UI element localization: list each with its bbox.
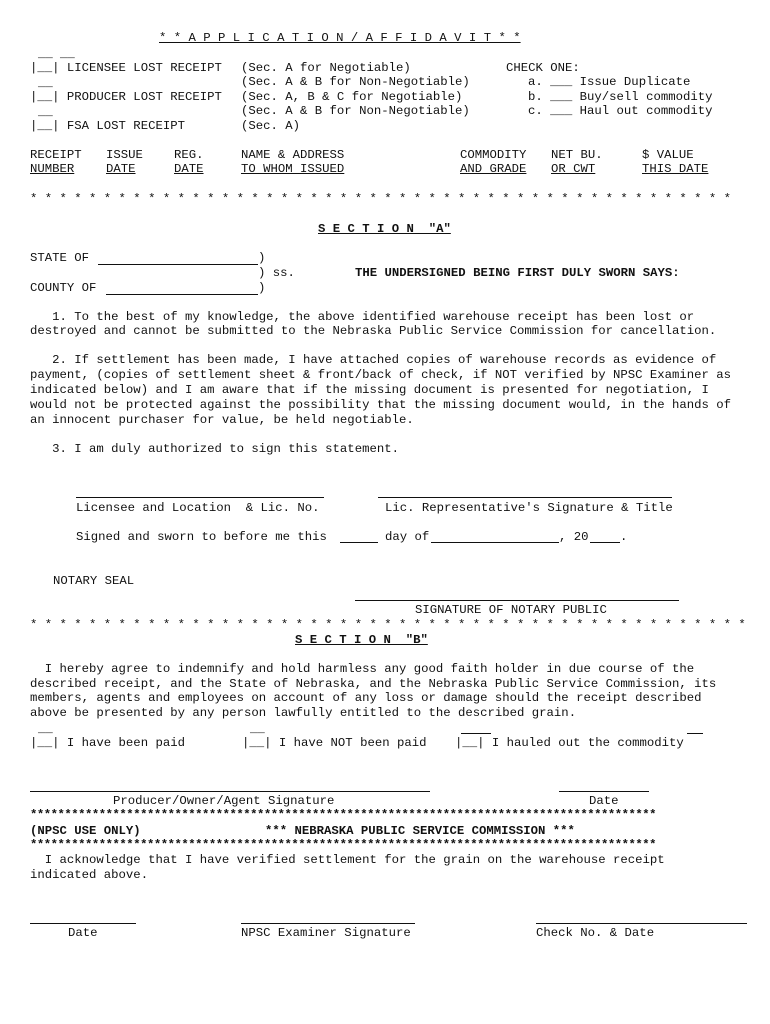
section-a-heading: S E C T I O N "A" <box>318 222 451 236</box>
notary-seal-label: NOTARY SEAL <box>53 574 135 588</box>
check-one-label: CHECK ONE: <box>506 61 580 75</box>
licensee-label: Licensee and Location & Lic. No. <box>76 501 320 515</box>
reg-header-2: DATE <box>174 162 204 176</box>
rep-label: Lic. Representative's Signature & Title <box>385 501 673 515</box>
commodity-header-2: AND GRADE <box>460 162 527 176</box>
netbu-header: NET BU. <box>551 148 603 162</box>
sec-ab-nonnegotiable-note-2: (Sec. A & B for Non-Negotiable) <box>241 104 470 118</box>
section-b-para-line: described receipt, and the State of Nebraska, and the Nebraska Public Service Commission, its <box>30 677 717 691</box>
section-b-para-line: I hereby agree to indemnify and hold harmless any good faith holder in due course of the <box>30 662 695 676</box>
sworn-before-text: Signed and sworn to before me this <box>76 530 327 544</box>
check-buy-sell[interactable]: b. ___ Buy/sell commodity <box>528 90 713 104</box>
netbu-header-2: OR CWT <box>551 162 596 176</box>
month-field[interactable] <box>431 542 559 543</box>
county-of-field[interactable] <box>106 294 258 295</box>
receipt-header-2: NUMBER <box>30 162 75 176</box>
state-of-label: STATE OF <box>30 251 90 265</box>
paren: ) <box>258 251 266 265</box>
name-header: NAME & ADDRESS <box>241 148 345 162</box>
section-b-heading: S E C T I O N "B" <box>295 633 428 647</box>
checkbox-top: __ <box>38 105 53 119</box>
sec-a-note: (Sec. A) <box>241 119 301 133</box>
check-no-label: Check No. & Date <box>536 926 655 940</box>
page-title: * * A P P L I C A T I O N / A F F I D A V I T * * <box>159 31 521 45</box>
checkbox-top: __ <box>38 76 53 90</box>
para-2-line: would not be protected against the possibility that the missing document would, in the hands of <box>30 398 732 412</box>
checkbox-top-line <box>461 733 491 734</box>
para-2-line: an innocent purchaser for value, be held negotiable. <box>30 413 414 427</box>
producer-date-line[interactable] <box>559 791 649 792</box>
rep-signature-line[interactable] <box>378 497 672 498</box>
npsc-commission-title: *** NEBRASKA PUBLIC SERVICE COMMISSION *** <box>265 824 575 838</box>
para-2-line: payment, (copies of settlement sheet & front/back of check, if NOT verified by NPSC Examiner as <box>30 368 732 382</box>
check-issue-duplicate[interactable]: a. ___ Issue Duplicate <box>528 75 691 89</box>
producer-date-label: Date <box>589 794 619 808</box>
para-1-line: destroyed and cannot be submitted to the Nebraska Public Service Commission for cancellation. <box>30 324 717 338</box>
hauled-out-option[interactable]: |__| I hauled out the commodity <box>455 736 684 750</box>
issue-header-2: DATE <box>106 162 136 176</box>
period: . <box>620 530 628 544</box>
npsc-date-line[interactable] <box>30 923 136 924</box>
value-header: $ VALUE <box>642 148 694 162</box>
asterisk-divider: ******************************************************************************************* <box>30 838 657 852</box>
checkbox-top: __ <box>38 47 53 61</box>
acknowledge-line: I acknowledge that I have verified settlement for the grain on the warehouse receipt <box>30 853 665 867</box>
commodity-header: COMMODITY <box>460 148 527 162</box>
checkbox-top: __ <box>60 47 75 61</box>
star-divider: * * * * * * * * * * * * * * * * * * * * * * * * * * * * * * * * * * * * * * * * * * * * * * * * <box>30 192 732 206</box>
year-field[interactable] <box>590 542 620 543</box>
producer-signature-label: Producer/Owner/Agent Signature <box>113 794 335 808</box>
examiner-signature-line[interactable] <box>241 923 415 924</box>
checkbox-top: __ <box>38 722 53 736</box>
acknowledge-line: indicated above. <box>30 868 149 882</box>
reg-header: REG. <box>174 148 204 162</box>
section-b-para-line: members, agents and employees on account of any loss or damage should the receipt described <box>30 691 702 705</box>
para-2-line: indicated below) and I am aware that if the missing document is presented for negotiation, I <box>30 383 709 397</box>
paid-option[interactable]: |__| I have been paid <box>30 736 185 750</box>
paren: ) <box>258 281 266 295</box>
check-no-line[interactable] <box>536 923 747 924</box>
producer-lost-receipt-option[interactable]: |__| PRODUCER LOST RECEIPT <box>30 90 222 104</box>
day-field[interactable] <box>340 542 378 543</box>
para-2-line: 2. If settlement has been made, I have attached copies of warehouse records as evidence of <box>30 353 717 367</box>
sworn-says: THE UNDERSIGNED BEING FIRST DULY SWORN SAYS: <box>355 266 680 280</box>
licensee-signature-line[interactable] <box>76 497 324 498</box>
notary-signature-label: SIGNATURE OF NOTARY PUBLIC <box>415 603 607 617</box>
ss-label: ) ss. <box>258 266 295 280</box>
name-header-2: TO WHOM ISSUED <box>241 162 345 176</box>
year-prefix: , 20 <box>559 530 589 544</box>
section-b-para-line: above be presented by any person lawfully entitled to the described grain. <box>30 706 577 720</box>
asterisk-divider: ******************************************************************************************* <box>30 808 657 822</box>
state-of-field[interactable] <box>98 264 258 265</box>
checkbox-top: __ <box>250 722 265 736</box>
issue-header: ISSUE <box>106 148 143 162</box>
notary-signature-line[interactable] <box>355 600 679 601</box>
producer-signature-line[interactable] <box>30 791 430 792</box>
check-haul-out[interactable]: c. ___ Haul out commodity <box>528 104 713 118</box>
receipt-header: RECEIPT <box>30 148 82 162</box>
npsc-date-label: Date <box>68 926 98 940</box>
fsa-lost-receipt-option[interactable]: |__| FSA LOST RECEIPT <box>30 119 185 133</box>
value-header-2: THIS DATE <box>642 162 709 176</box>
sec-abc-negotiable-note: (Sec. A, B & C for Negotiable) <box>241 90 463 104</box>
npsc-use-only: (NPSC USE ONLY) <box>30 824 141 838</box>
sec-a-negotiable-note: (Sec. A for Negotiable) <box>241 61 411 75</box>
county-of-label: COUNTY OF <box>30 281 97 295</box>
checkbox-top-line <box>687 733 703 734</box>
licensee-lost-receipt-option[interactable]: |__| LICENSEE LOST RECEIPT <box>30 61 222 75</box>
day-of-text: day of <box>385 530 430 544</box>
not-paid-option[interactable]: |__| I have NOT been paid <box>242 736 427 750</box>
examiner-signature-label: NPSC Examiner Signature <box>241 926 411 940</box>
sec-ab-nonnegotiable-note: (Sec. A & B for Non-Negotiable) <box>241 75 470 89</box>
star-divider: * * * * * * * * * * * * * * * * * * * * * * * * * * * * * * * * * * * * * * * * * * * * * * * * * <box>30 618 746 632</box>
para-3: 3. I am duly authorized to sign this statement. <box>30 442 399 456</box>
para-1-line: 1. To the best of my knowledge, the above identified warehouse receipt has been lost or <box>30 310 695 324</box>
